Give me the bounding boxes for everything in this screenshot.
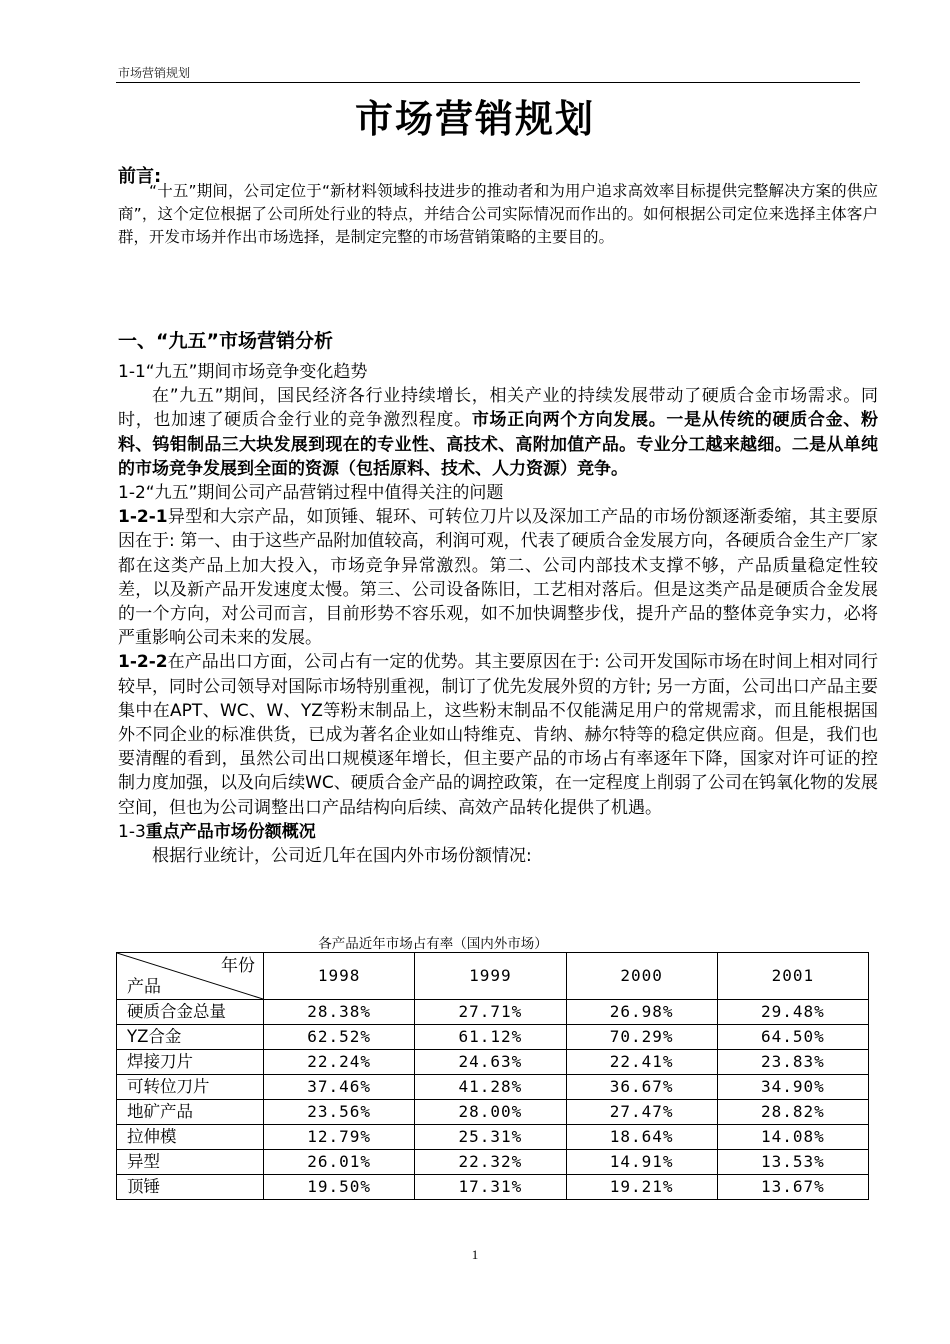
share-value: 22.24% bbox=[264, 1050, 415, 1075]
s1-2-2-label: 1-2-2 bbox=[118, 652, 168, 673]
s1-1-text: 在”九五”期间，国民经济各行业持续增长，相关产业的持续发展带动了硬质合金市场需求。同时，也加速了硬质合金行业的竞争激烈程度。 bbox=[118, 386, 878, 431]
share-value: 26.98% bbox=[566, 1000, 717, 1025]
share-value: 28.00% bbox=[415, 1100, 566, 1125]
share-value: 34.90% bbox=[717, 1075, 868, 1100]
product-name: 硬质合金总量 bbox=[117, 1000, 264, 1025]
share-value: 14.91% bbox=[566, 1150, 717, 1175]
share-value: 41.28% bbox=[415, 1075, 566, 1100]
share-value: 13.67% bbox=[717, 1175, 868, 1200]
s1-3-label: 1-3 bbox=[118, 821, 146, 842]
share-value: 14.08% bbox=[717, 1125, 868, 1150]
table-row bbox=[117, 1075, 869, 1100]
share-value: 12.79% bbox=[264, 1125, 415, 1150]
product-name: YZ合金 bbox=[117, 1025, 264, 1050]
product-name: 焊接刀片 bbox=[117, 1050, 264, 1075]
share-value: 23.83% bbox=[717, 1050, 868, 1075]
product-name: 地矿产品 bbox=[117, 1100, 264, 1125]
share-value: 24.63% bbox=[415, 1050, 566, 1075]
market-share-table bbox=[116, 952, 869, 1200]
corner-product-label: 产品 bbox=[127, 977, 161, 997]
share-value: 26.01% bbox=[264, 1150, 415, 1175]
share-value: 25.31% bbox=[415, 1125, 566, 1150]
running-header: 市场营销规划 bbox=[118, 66, 191, 80]
share-value: 36.67% bbox=[566, 1075, 717, 1100]
product-name: 异型 bbox=[117, 1150, 264, 1175]
product-name: 拉伸模 bbox=[117, 1125, 264, 1150]
share-value: 64.50% bbox=[717, 1025, 868, 1050]
table-row bbox=[117, 1025, 869, 1050]
share-value: 61.12% bbox=[415, 1025, 566, 1050]
product-name: 可转位刀片 bbox=[117, 1075, 264, 1100]
s1-2-1-label: 1-2-1 bbox=[118, 507, 168, 528]
preface-text: “十五”期间，公司定位于“新材料领域科技进步的推动者和为用户追求高效率目标提供完整解决方案的供应商”，这个定位根据了公司所处行业的特点，并结合公司实际情况而作出的。如何根据公司定位来选择主体客户群，开发市场并作出市场选择，是制定完整的市场营销策略的主要目的。 bbox=[118, 182, 878, 246]
share-value: 18.64% bbox=[566, 1125, 717, 1150]
table-row bbox=[117, 1050, 869, 1075]
share-value: 27.47% bbox=[566, 1100, 717, 1125]
table-row bbox=[117, 1175, 869, 1200]
corner-year-label: 年份 bbox=[221, 956, 255, 976]
share-value: 22.41% bbox=[566, 1050, 717, 1075]
table-row bbox=[117, 1150, 869, 1175]
table-header-row bbox=[117, 953, 869, 1000]
table-corner-cell bbox=[117, 953, 264, 1000]
preface-heading: 前言: bbox=[118, 166, 162, 187]
share-value: 29.48% bbox=[717, 1000, 868, 1025]
section1-heading: 一、“九五”市场营销分析 bbox=[118, 330, 333, 352]
share-value: 62.52% bbox=[264, 1025, 415, 1050]
table-row bbox=[117, 1125, 869, 1150]
year-header-2000: 2000 bbox=[566, 953, 717, 1000]
s1-3-intro: 根据行业统计，公司近几年在国内外市场份额情况: bbox=[152, 846, 532, 867]
table-caption: 各产品近年市场占有率（国内外市场） bbox=[318, 936, 548, 952]
s1-3-title bbox=[118, 820, 878, 844]
s1-2-2-text: 在产品出口方面，公司占有一定的优势。其主要原因在于: 公司开发国际市场在时间上相对同行较早，同时公司领导对国际市场特别重视，制订了优先发展外贸的方针; 另一方面，公司出口产品主要集中在APT、WC、W、YZ等粉末制品上，这些粉末制品不仅能满足用户的常规需求，而且能根据国外不同企业的标准供货，已成为著名企业如山特维克、肯纳、赫尔特等的稳定供应商。但是，我们也要清醒的看到，虽然公司出口规模逐年增长，但主要产品的市场占有率逐年下降，国家对许可证的控制力度加强，以及向后续WC、硬质合金产品的调控政策，在一定程度上削弱了公司在钨氧化物的发展空间，但也为公司调整出口产品结构向后续、高效产品转化提供了机遇。 bbox=[118, 652, 878, 818]
year-header-1998: 1998 bbox=[264, 953, 415, 1000]
share-value: 19.21% bbox=[566, 1175, 717, 1200]
s1-2-2-paragraph bbox=[118, 650, 878, 819]
share-value: 23.56% bbox=[264, 1100, 415, 1125]
s1-3-title-text: 重点产品市场份额概况 bbox=[145, 821, 316, 842]
s1-1-bold-text: 市场正向两个方向发展。一是从传统的硬质合金、粉料、钨钼制品三大块发展到现在的专业性、高技术、高附加值产品。专业分工越来越细。二是从单纯的市场竞争发展到全面的资源（包括原料、技术、人力资源）竞争。 bbox=[118, 410, 879, 479]
share-value: 13.53% bbox=[717, 1150, 868, 1175]
share-value: 17.31% bbox=[415, 1175, 566, 1200]
s1-1-paragraph bbox=[118, 384, 878, 481]
share-value: 70.29% bbox=[566, 1025, 717, 1050]
share-value: 28.38% bbox=[264, 1000, 415, 1025]
share-value: 28.82% bbox=[717, 1100, 868, 1125]
share-value: 22.32% bbox=[415, 1150, 566, 1175]
table-body bbox=[117, 953, 869, 1200]
table-row bbox=[117, 1000, 869, 1025]
section1-body bbox=[118, 360, 878, 868]
s1-2-1-text: 异型和大宗产品，如顶锤、辊环、可转位刀片以及深加工产品的市场份额逐渐委缩，其主要原因在于: 第一、由于这些产品附加值较高，利润可观，代表了硬质合金发展方向，各硬质合金生产厂家都在这类产品上加大投入，市场竞争异常激烈。第二、公司内部技术支撑不够，产品质量稳定性较差，以及新产品开发速度太慢。第三、公司设备陈旧，工艺相对落后。但是这类产品是硬质合金发展的一个方向，对公司而言，目前形势不容乐观，如不加快调整步伐，提升产品的整体竞争实力，必将严重影响公司未来的发展。 bbox=[118, 507, 878, 649]
header-rule bbox=[116, 82, 860, 83]
share-value: 27.71% bbox=[415, 1000, 566, 1025]
s1-2-title: 1-2“九五”期间公司产品营销过程中值得关注的问题 bbox=[118, 483, 504, 504]
table-row bbox=[117, 1100, 869, 1125]
document-title: 市场营销规划 bbox=[354, 97, 595, 141]
page-number: 1 bbox=[471, 1247, 479, 1262]
s1-1-title: 1-1“九五”期间市场竞争变化趋势 bbox=[118, 362, 368, 382]
share-value: 37.46% bbox=[264, 1075, 415, 1100]
s1-2-1-paragraph bbox=[118, 505, 878, 650]
year-header-1999: 1999 bbox=[415, 953, 566, 1000]
share-value: 19.50% bbox=[264, 1175, 415, 1200]
product-name: 顶锤 bbox=[117, 1175, 264, 1200]
year-header-2001: 2001 bbox=[717, 953, 868, 1000]
